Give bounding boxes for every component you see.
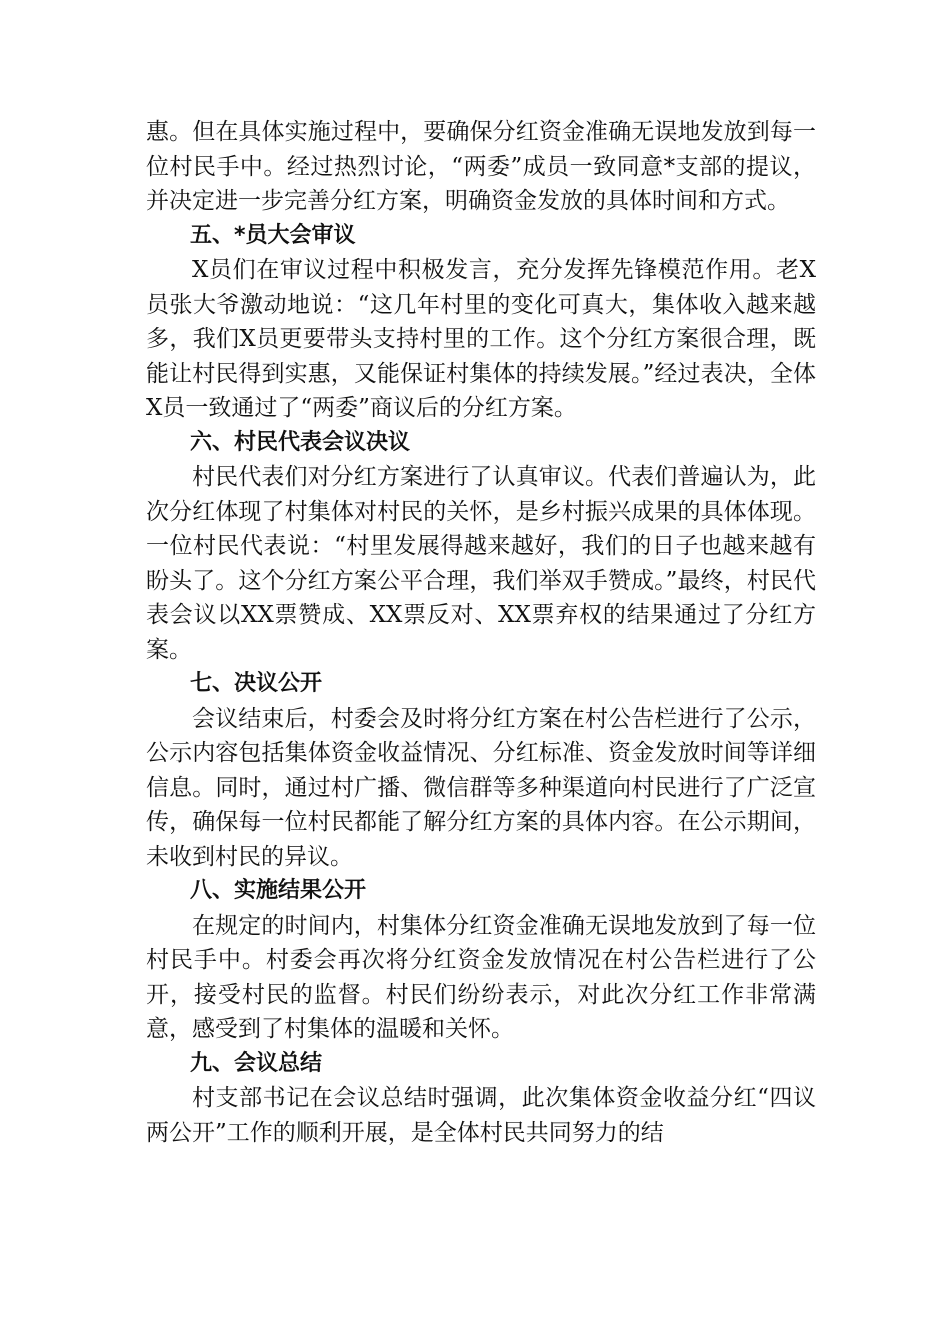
- section-heading-8: 八、实施结果公开: [190, 878, 367, 903]
- paragraph-results-public: 在规定的时间内，村集体分红资金准确无误地发放到了每一位村民手中。村委会再次将分红资金发放情况在村公告栏进行了公开，接受村民的监督。村民们纷纷表示，对此次分红工作非常满意，感受到了村集体的温暖和关怀。: [146, 912, 816, 1042]
- paragraph-resolution-public: 会议结束后，村委会及时将分红方案在村公告栏进行了公示，公示内容包括集体资金收益情况、分红标准、资金发放时间等详细信息。同时，通过村广播、微信群等多种渠道向村民进行了广泛宣传，确保每一位村民都能了解分红方案的具体内容。在公示期间，未收到村民的异议。: [146, 705, 816, 870]
- paragraph-party-review: X员们在审议过程中积极发言，充分发挥先锋模范作用。老X员张大爷激动地说：“这几年村里的变化可真大，集体收入越来越多，我们X员更要带头支持村里的工作。这个分红方案很合理，既能让村民得到实惠，又能保证村集体的持续发展。”经过表决，全体X员一致通过了“两委”商议后的分红方案。: [146, 257, 816, 421]
- section-heading-7: 七、决议公开: [190, 671, 323, 696]
- section-heading-9: 九、会议总结: [190, 1050, 323, 1076]
- section-heading-5: 五、*员大会审议: [190, 222, 356, 248]
- paragraph-continued: 惠。但在具体实施过程中，要确保分红资金准确无误地发放到每一位村民手中。经过热烈讨论，“两委”成员一致同意*支部的提议，并决定进一步完善分红方案，明确资金发放的具体时间和方式。: [146, 119, 816, 214]
- document-body: [146, 115, 816, 1150]
- section-heading-6: 六、村民代表会议决议: [190, 429, 411, 455]
- paragraph-representative-resolution: 村民代表们对分红方案进行了认真审议。代表们普遍认为，此次分红体现了村集体对村民的关怀，是乡村振兴成果的具体体现。一位村民代表说：“村里发展得越来越好，我们的日子也越来越有盼头了。这个分红方案公平合理，我们举双手赞成。”最终，村民代表会议以XX票赞成、XX票反对、XX票弃权的结果通过了分红方案。: [146, 464, 816, 663]
- paragraph-meeting-summary: 村支部书记在会议总结时强调，此次集体资金收益分红“四议两公开”工作的顺利开展，是全体村民共同努力的结: [146, 1085, 816, 1146]
